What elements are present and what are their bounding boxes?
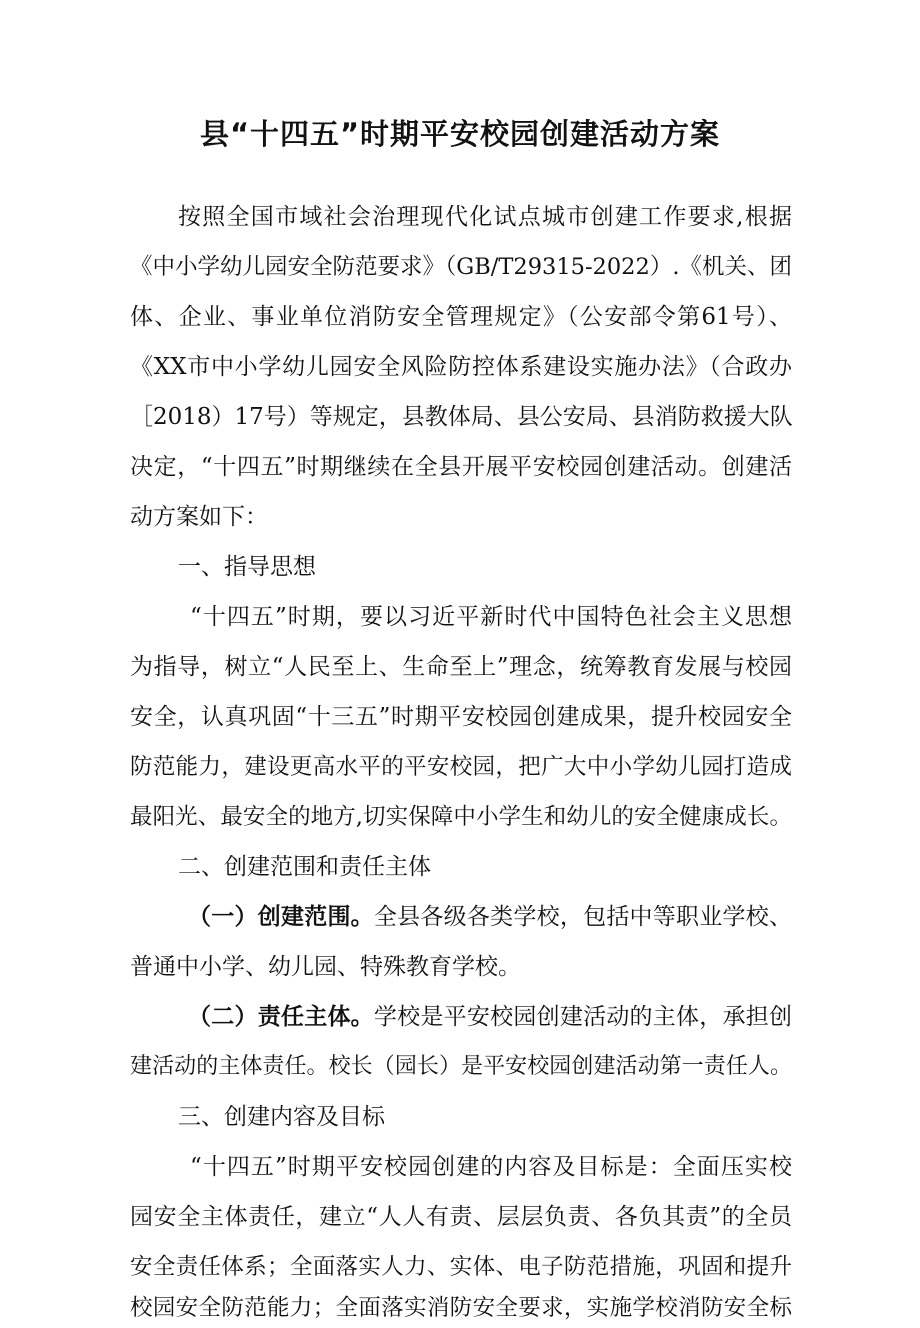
paragraph-line: 为指导，树立“人民至上、生命至上”理念，统筹教育发展与校园 xyxy=(130,654,792,680)
responsibility-text: 学校是平安校园创建活动的主体，承担创 xyxy=(373,1004,793,1030)
paragraph-line: 普通中小学、幼儿园、特殊教育学校。 xyxy=(130,954,521,980)
bold-label-scope: （一）创建范围。 xyxy=(188,904,374,930)
paragraph-line: 决定，“十四五”时期继续在全县开展平安校园创建活动。创建活 xyxy=(130,454,792,480)
paragraph-line: 园安全主体责任，建立“人人有责、层层负责、各负其责”的全员 xyxy=(130,1204,792,1230)
scope-text: 全县各级各类学校，包括中等职业学校、 xyxy=(373,904,793,930)
paragraph-line: 安全责任体系；全面落实人力、实体、电子防范措施，巩固和提升 xyxy=(130,1254,792,1280)
paragraph-line: 校园安全防范能力；全面落实消防安全要求，实施学校消防安全标 xyxy=(130,1295,792,1321)
paragraph-line: “十四五”时期，要以习近平新时代中国特色社会主义思想 xyxy=(190,604,792,630)
paragraph-line: 最阳光、最安全的地方,切实保障中小学生和幼儿的安全健康成长。 xyxy=(130,804,792,830)
paragraph-line: “十四五”时期平安校园创建的内容及目标是：全面压实校 xyxy=(190,1154,792,1180)
document-title: 县“十四五”时期平安校园创建活动方案 xyxy=(199,117,721,151)
section-heading-content-goals: 三、创建内容及目标 xyxy=(178,1104,385,1130)
paragraph-line: 《中小学幼儿园安全防范要求》（GB/T29315-2022）.《机关、团 xyxy=(130,254,792,280)
paragraph-line: 建活动的主体责任。校长（园长）是平安校园创建活动第一责任人。 xyxy=(130,1054,792,1079)
paragraph-line-responsibility xyxy=(188,997,792,1037)
paragraph-line: 《XX市中小学幼儿园安全风险防控体系建设实施办法》（合政办 xyxy=(130,354,792,380)
paragraph-line: 按照全国市域社会治理现代化试点城市创建工作要求,根据 xyxy=(178,204,792,230)
section-heading-scope: 二、创建范围和责任主体 xyxy=(178,854,431,880)
paragraph-line: 体、企业、事业单位消防安全管理规定》（公安部令第61号）、 xyxy=(130,304,792,330)
paragraph-line: 防范能力，建设更高水平的平安校园，把广大中小学幼儿园打造成 xyxy=(130,754,792,780)
paragraph-line-scope xyxy=(188,897,792,937)
paragraph-line: 安全，认真巩固“十三五”时期平安校园创建成果，提升校园安全 xyxy=(130,704,792,730)
bold-label-responsibility: （二）责任主体。 xyxy=(188,1004,374,1030)
section-heading-guiding-thought: 一、指导思想 xyxy=(178,554,316,580)
paragraph-line: 动方案如下： xyxy=(130,504,268,530)
paragraph-line: ［2018）17号）等规定，县教体局、县公安局、县消防救援大队 xyxy=(130,404,793,430)
